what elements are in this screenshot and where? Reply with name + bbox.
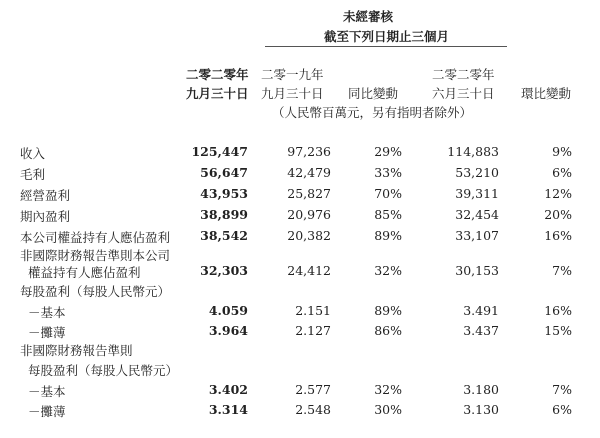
cell-c3: 70% [374,186,402,201]
col-qoq-heading: 環比變動 [521,86,572,101]
cell-c1: 43,953 [200,186,248,201]
row-label: 期內盈利 [20,209,71,224]
cell-c5: 16% [544,228,572,243]
cell-c5: 20% [544,207,572,222]
cell-c2: 42,479 [287,165,331,180]
row-label: 收入 [20,146,46,161]
cell-c2: 2.577 [295,382,331,397]
cell-c1: 4.059 [208,303,248,318]
cell-c5: 16% [544,303,572,318]
unit-note: （人民幣百萬元，另有指明者除外） [272,105,473,120]
cell-c4: 3.491 [463,303,499,318]
row-label: －攤薄 [28,404,66,419]
cell-c4: 3.180 [463,382,499,397]
col-2020-jun-line1: 二零二零年 [432,67,495,82]
row-label: 本公司權益持有人應佔盈利 [20,230,171,245]
cell-c1: 3.964 [208,323,248,338]
cell-c5: 7% [552,382,572,397]
row-label: 權益持有人應佔盈利 [28,265,141,280]
col-2020-sep-line2: 九月三十日 [186,86,249,101]
cell-c4: 33,107 [455,228,499,243]
cell-c1: 32,303 [200,263,248,278]
row-label: 每股盈利（每股人民幣元） [20,284,171,299]
cell-c5: 6% [552,402,572,417]
row-label: －攤薄 [28,325,66,340]
cell-c1: 56,647 [200,165,248,180]
cell-c2: 25,827 [287,186,331,201]
cell-c5: 6% [552,165,572,180]
period-heading: 截至下列日期止三個月 [324,29,450,44]
row-label: 經營盈利 [20,188,71,203]
col-2020-sep-line1: 二零二零年 [186,67,249,82]
cell-c3: 85% [374,207,402,222]
cell-c3: 33% [374,165,402,180]
cell-c5: 9% [552,144,572,159]
row-label: －基本 [28,384,66,399]
row-label: 每股盈利（每股人民幣元） [28,363,179,378]
cell-c4: 39,311 [455,186,499,201]
cell-c4: 3.130 [463,402,499,417]
cell-c4: 30,153 [455,263,499,278]
cell-c2: 2.548 [295,402,331,417]
col-2020-jun-line2: 六月三十日 [432,86,495,101]
unaudited-heading: 未經審核 [343,9,394,24]
cell-c1: 3.402 [208,382,248,397]
cell-c2: 97,236 [287,144,331,159]
cell-c1: 38,542 [200,228,248,243]
cell-c1: 3.314 [208,402,248,417]
cell-c2: 2.151 [295,303,331,318]
cell-c3: 89% [374,303,402,318]
row-label: 毛利 [20,167,46,182]
cell-c2: 2.127 [295,323,331,338]
col-yoy-heading: 同比變動 [348,86,399,101]
col-2019-sep-line1: 二零一九年 [261,67,324,82]
row-label: 非國際財務報告準則本公司 [20,248,171,263]
header-rule [265,46,507,47]
cell-c3: 86% [374,323,402,338]
cell-c3: 89% [374,228,402,243]
cell-c5: 15% [544,323,572,338]
cell-c1: 38,899 [200,207,248,222]
row-label: －基本 [28,305,66,320]
cell-c4: 3.437 [463,323,499,338]
cell-c5: 7% [552,263,572,278]
cell-c3: 32% [374,263,402,278]
cell-c5: 12% [544,186,572,201]
row-label: 非國際財務報告準則 [20,343,133,358]
cell-c3: 29% [374,144,402,159]
cell-c2: 20,382 [287,228,331,243]
cell-c2: 24,412 [287,263,331,278]
cell-c1: 125,447 [191,144,248,159]
col-2019-sep-line2: 九月三十日 [261,86,324,101]
cell-c2: 20,976 [287,207,331,222]
cell-c3: 30% [374,402,402,417]
cell-c3: 32% [374,382,402,397]
cell-c4: 53,210 [455,165,499,180]
cell-c4: 32,454 [455,207,499,222]
cell-c4: 114,883 [447,144,499,159]
